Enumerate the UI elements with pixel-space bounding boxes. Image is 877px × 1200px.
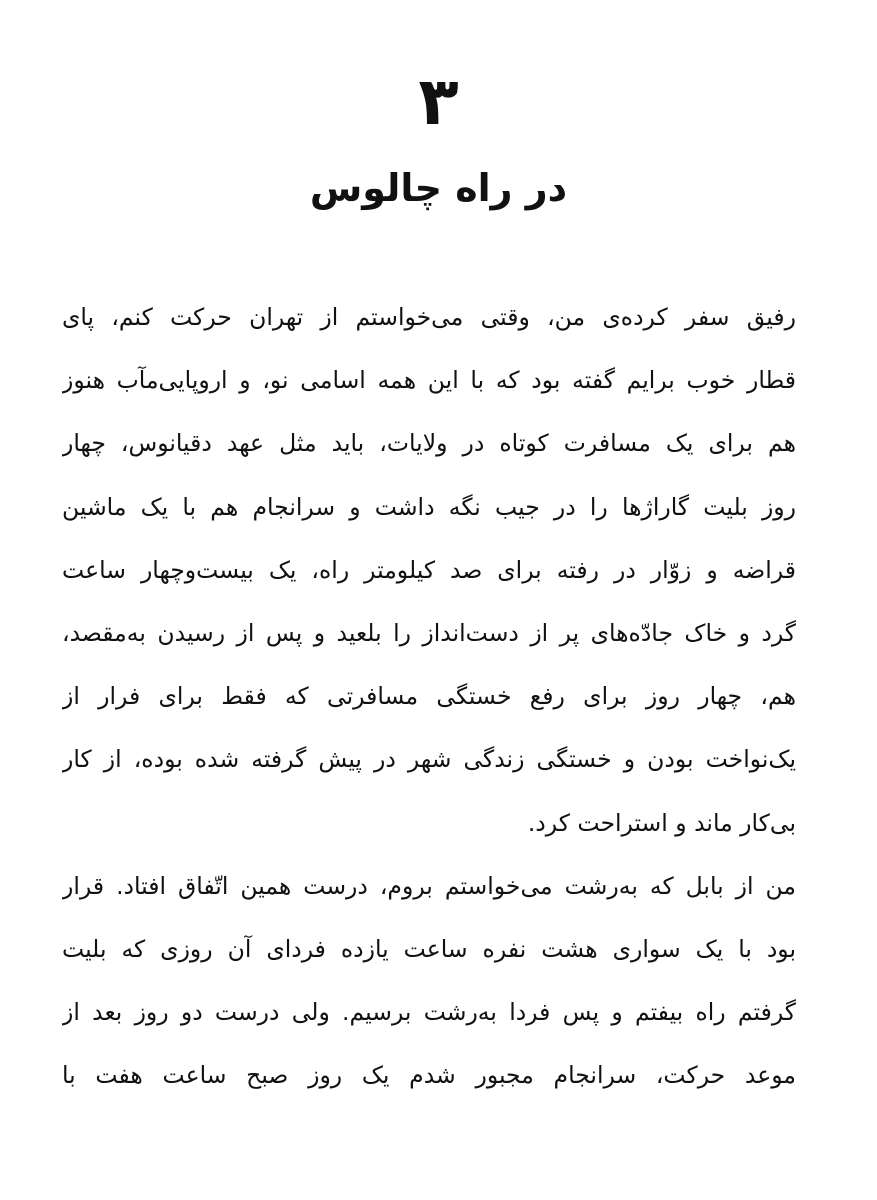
chapter-number: ۳ <box>418 63 459 140</box>
text-line: قطار خوب برایم گفته بود که با این همه اسامی نو، و اروپایی‌مآب هنوز <box>62 366 796 395</box>
text-line: گرد و خاک جادّه‌های پر از دست‌انداز را بلعید و پس از رسیدن به‌مقصد، <box>62 618 796 647</box>
text-line: بی‌کار ماند و استراحت کرد. <box>527 808 796 837</box>
text-line: من از بابل که به‌رشت می‌خواستم بروم، درست همین اتّفاق افتاد. قرار <box>62 871 796 900</box>
text-line: قراضه و زوّار در رفته برای صد کیلومتر راه، یک بیست‌وچهار ساعت <box>62 555 796 584</box>
text-line: گرفتم راه بیفتم و پس فردا به‌رشت برسیم. ولی درست دو روز بعد از <box>62 998 796 1027</box>
text-line: هم برای یک مسافرت کوتاه در ولایات، باید مثل عهد دقیانوس، چهار <box>62 429 796 458</box>
text-line: هم، چهار روز برای رفع خستگی مسافرتی که فقط برای فرار از <box>62 682 796 711</box>
text-line: موعد حرکت، سرانجام مجبور شدم یک روز صبح ساعت هفت با <box>62 1061 796 1090</box>
paragraph-1 <box>62 286 796 855</box>
text-line: یک‌نواخت بودن و خستگی زندگی شهر در پیش گرفته شده بوده، از کار <box>62 745 796 774</box>
chapter-title: در راه چالوس <box>309 166 568 210</box>
paragraph-2 <box>62 855 796 1108</box>
text-line: بود با یک سواری هشت نفره ساعت یازده فردای آن روزی که بلیت <box>62 934 796 963</box>
text-line: رفیق سفر کرده‌ی من، وقتی می‌خواستم از تهران حرکت کنم، پای <box>62 303 796 331</box>
body-text <box>62 286 796 1107</box>
text-line: روز بلیت گاراژها را در جیب نگه داشت و سرانجام هم با یک ماشین <box>62 492 796 521</box>
